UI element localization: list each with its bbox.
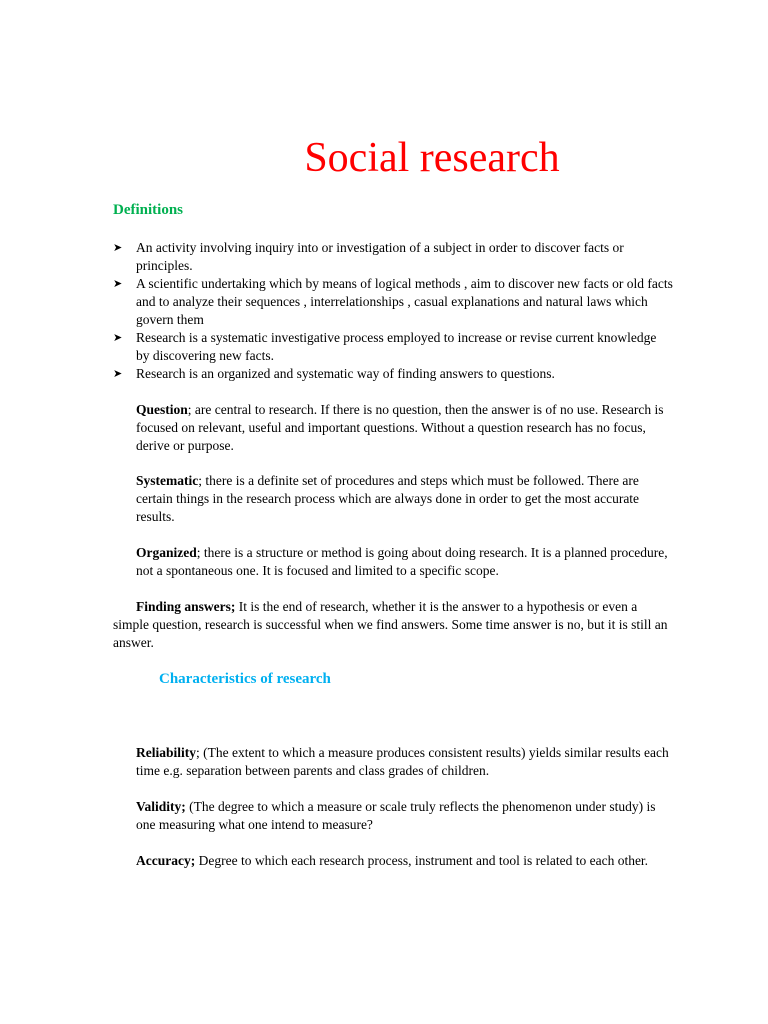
term-separator: ; xyxy=(187,402,192,417)
term-text: (The degree to which a measure or scale truly reflects the phenomenon under study) is one measuring what one intend to measure? xyxy=(136,799,656,832)
term-paragraph-organized xyxy=(136,544,676,580)
characteristics-heading: Characteristics of research xyxy=(159,671,331,687)
term-separator: ; xyxy=(196,745,200,760)
term-text: (The extent to which a measure produces consistent results) yields similar results each time e.g. separation between parents and class grades of children. xyxy=(136,745,669,778)
term-name: Reliability xyxy=(136,745,196,760)
term-separator: ; xyxy=(196,545,201,560)
term-paragraph-systematic xyxy=(136,472,676,526)
term-text: Degree to which each research process, instrument and tool is related to each other. xyxy=(195,853,649,868)
list-item xyxy=(113,365,673,383)
definitions-list xyxy=(113,239,673,383)
list-item-text: An activity involving inquiry into or investigation of a subject in order to discover facts or principles. xyxy=(136,240,624,273)
term-name: Question xyxy=(136,402,188,417)
page-title: Social research xyxy=(304,135,560,181)
characteristic-reliability xyxy=(136,744,676,780)
list-item-text: A scientific undertaking which by means of logical methods , aim to discover new facts or old facts and to analyze their sequences , interrelationships , casual explanations and natural laws which govern them xyxy=(136,276,673,327)
term-name: Systematic xyxy=(136,473,199,488)
term-paragraph-finding-answers xyxy=(113,598,675,652)
term-name: Accuracy; xyxy=(136,853,196,868)
term-text: there is a structure or method is going about doing research. It is a planned procedure, not a spontaneous one. It is focused and limited to a specific scope. xyxy=(136,545,668,578)
term-separator: ; xyxy=(198,473,202,488)
term-name: Organized xyxy=(136,545,197,560)
list-item-text: Research is an organized and systematic way of finding answers to questions. xyxy=(136,366,555,381)
term-text: there is a definite set of procedures and steps which must be followed. There are certain things in the research process which are always done in order to get the most accurate results. xyxy=(136,473,640,524)
term-text: are central to research. If there is no question, then the answer is of no use. Research is focused on relevant, useful and important questions. Without a question research has no focus, derive or purpose. xyxy=(136,402,664,453)
list-item xyxy=(113,329,673,365)
arrowhead-bullet-icon: ➤ xyxy=(113,242,123,254)
arrowhead-bullet-icon: ➤ xyxy=(113,332,123,344)
term-name: Validity; xyxy=(136,799,186,814)
definitions-heading: Definitions xyxy=(113,202,184,218)
term-name: Finding answers; xyxy=(136,599,236,614)
list-item xyxy=(113,239,673,275)
characteristic-accuracy xyxy=(136,852,676,870)
characteristic-validity xyxy=(136,798,676,834)
term-text: It is the end of research, whether it is the answer to a hypothesis or even a simple question, research is successful when we find answers. Some time answer is no, but it is still an answer. xyxy=(113,599,668,650)
arrowhead-bullet-icon: ➤ xyxy=(113,278,123,290)
term-paragraph-question xyxy=(136,401,676,455)
arrowhead-bullet-icon: ➤ xyxy=(113,368,123,380)
list-item-text: Research is a systematic investigative process employed to increase or revise current knowledge by discovering new facts. xyxy=(136,330,657,363)
list-item xyxy=(113,275,673,329)
